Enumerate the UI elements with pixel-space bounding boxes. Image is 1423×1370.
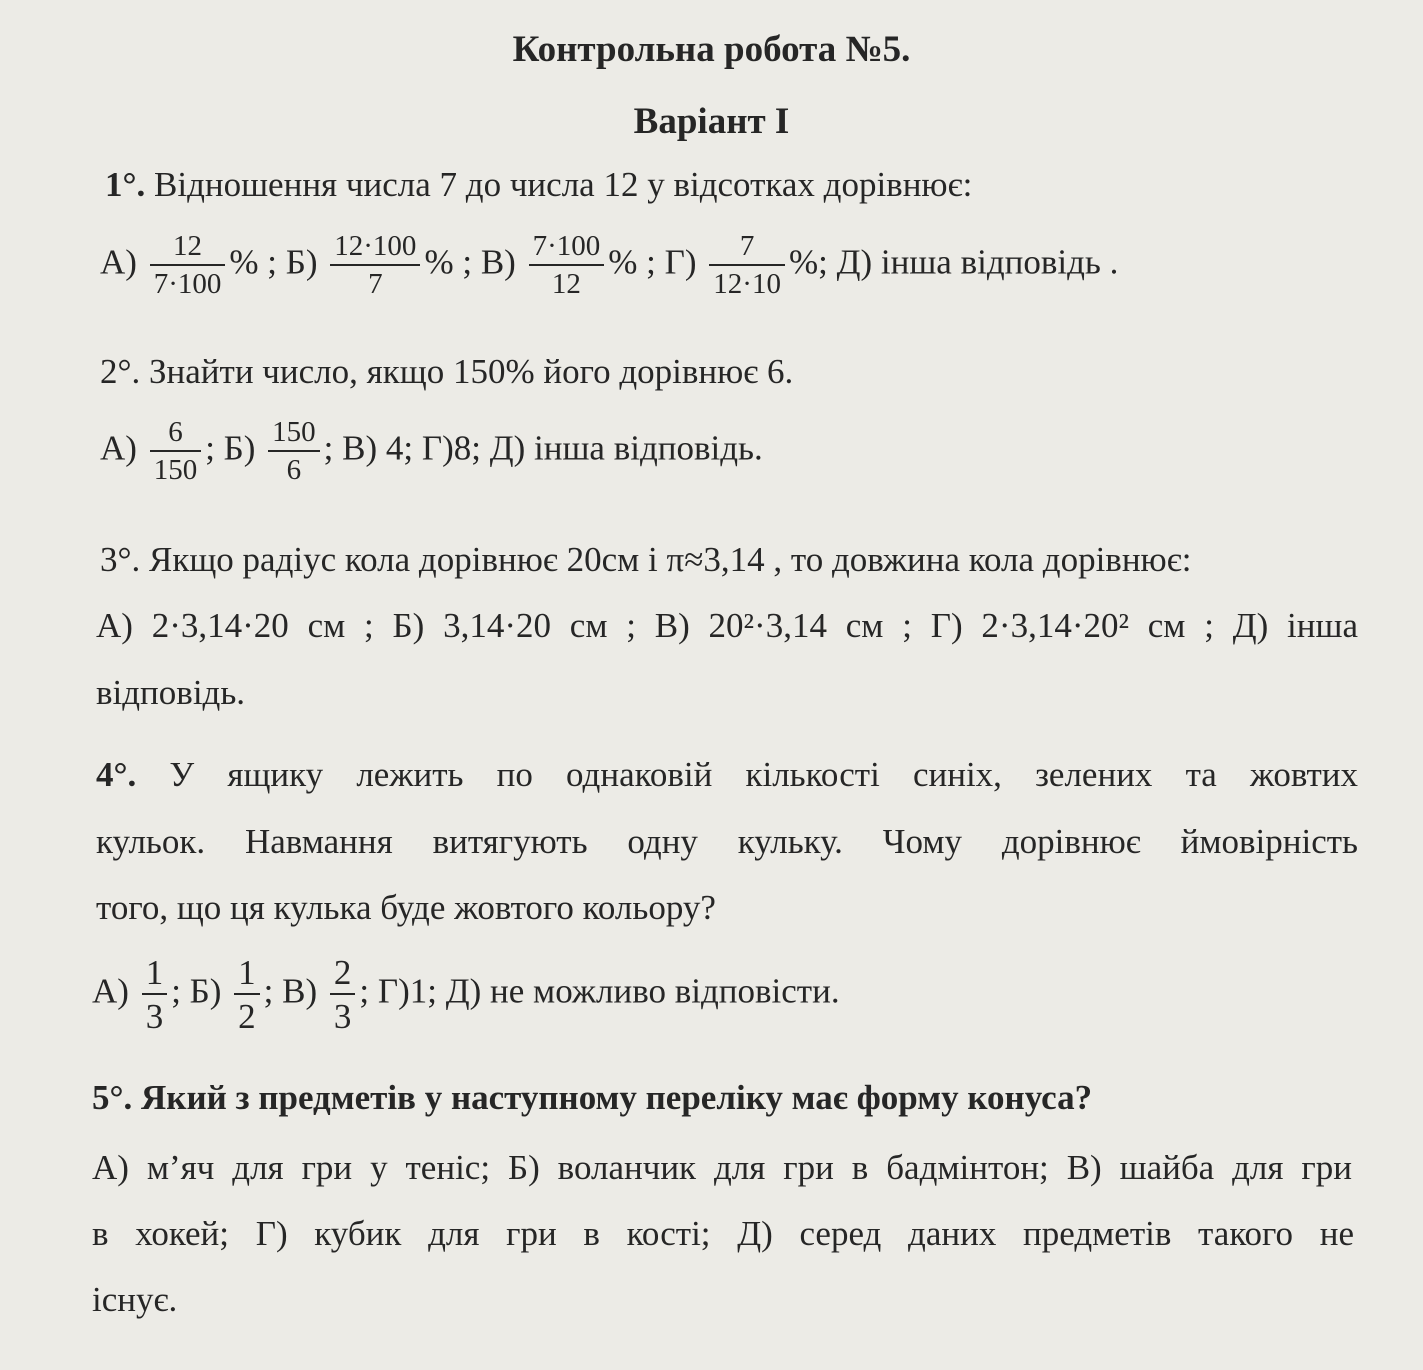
question-text: У ящику лежить по однаковій кількості синіх, зелених та жовтих <box>169 755 1359 794</box>
denominator: 7 <box>368 268 383 300</box>
option-a-label: А) <box>100 242 137 282</box>
question-4-line-2: кульок. Навмання витягують одну кульку. Чому дорівнює ймовірність <box>96 822 1358 861</box>
option-a-label: А) <box>100 428 137 468</box>
question-5-line-2: в хокей; Г) кубик для гри в кості; Д) серед даних предметів такого не <box>92 1214 1354 1253</box>
option-b-label: ; Б) <box>205 428 256 468</box>
denominator: 3 <box>145 997 164 1036</box>
question-2 <box>100 352 793 392</box>
option-e: Д) інша відповідь . <box>836 242 1119 282</box>
option-c-label: ; В) <box>263 971 318 1011</box>
option-c-fraction <box>330 955 356 1034</box>
option-d-label: Г) <box>664 242 697 282</box>
question-number: 2°. <box>100 352 141 391</box>
option-a-label: А) <box>92 971 129 1011</box>
option-b-fraction <box>268 418 320 485</box>
option-b-fraction <box>234 955 260 1034</box>
option-a-fraction <box>150 232 226 299</box>
numerator: 6 <box>150 418 202 452</box>
page-title: Контрольна робота №5. <box>512 29 911 70</box>
question-5-line-1: А) м’яч для гри у теніс; Б) воланчик для гри в бадмінтон; В) шайба для гри <box>92 1148 1352 1187</box>
question-number: 1°. <box>105 165 146 204</box>
numerator: 1 <box>142 955 168 995</box>
question-5-line-3: існує. <box>92 1280 178 1319</box>
numerator: 150 <box>268 418 320 452</box>
question-1-options <box>100 232 1118 299</box>
denominator: 2 <box>238 997 256 1036</box>
denominator: 3 <box>333 997 352 1036</box>
question-text: Відношення числа 7 до числа 12 у відсотках дорівнює: <box>154 165 973 204</box>
numerator: 7 <box>709 232 785 266</box>
denominator: 7·100 <box>153 268 222 300</box>
question-2-options <box>100 418 763 485</box>
question-4-line-3: того, що ця кулька буде жовтого кольору? <box>96 888 716 927</box>
denominator: 12·10 <box>713 268 781 300</box>
question-number: 4°. <box>96 755 137 794</box>
option-a-fraction <box>150 418 202 485</box>
option-a-suffix: % ; <box>229 242 277 282</box>
numerator: 7·100 <box>529 232 605 266</box>
question-number: 5°. <box>92 1078 133 1117</box>
remaining-options: ; В) 4; Г)8; Д) інша відповідь. <box>323 428 763 468</box>
question-3-options-cont: відповідь. <box>96 673 246 712</box>
option-a-fraction <box>142 955 168 1034</box>
option-c-fraction <box>529 232 605 299</box>
denominator: 6 <box>286 454 302 486</box>
question-3-options: А) 2·3,14·20 см ; Б) 3,14·20 см ; В) 20²·3,14 см ; Г) 2·3,14·20² см ; Д) інша <box>96 606 1358 645</box>
option-b-fraction <box>330 232 420 299</box>
option-c-suffix: % ; <box>608 242 656 282</box>
denominator: 12 <box>551 268 581 300</box>
option-b-label: Б) <box>285 242 318 282</box>
question-4-options <box>92 955 840 1034</box>
remaining-options: ; Г)1; Д) не можливо відповісти. <box>359 971 840 1011</box>
question-5 <box>92 1078 1092 1118</box>
option-d-suffix: %; <box>788 242 828 282</box>
question-3 <box>100 540 1191 580</box>
denominator: 150 <box>153 454 198 486</box>
question-text: Якщо радіус кола дорівнює 20см і π≈3,14 , то довжина кола дорівнює: <box>149 540 1192 579</box>
variant-heading: Варіант I <box>633 101 790 142</box>
option-d-fraction <box>709 232 785 299</box>
option-b-label: ; Б) <box>171 971 222 1011</box>
numerator: 1 <box>234 955 260 995</box>
numerator: 12 <box>150 232 226 266</box>
numerator: 2 <box>330 955 356 995</box>
option-c-label: В) <box>480 242 516 282</box>
question-4-line-1 <box>96 755 1358 795</box>
question-text: Знайти число, якщо 150% його дорівнює 6. <box>149 352 794 391</box>
question-number: 3°. <box>100 540 141 579</box>
question-1 <box>105 165 972 205</box>
question-text: Який з предметів у наступному переліку має форму конуса? <box>141 1078 1093 1117</box>
option-b-suffix: % ; <box>424 242 473 282</box>
numerator: 12·100 <box>330 232 420 266</box>
